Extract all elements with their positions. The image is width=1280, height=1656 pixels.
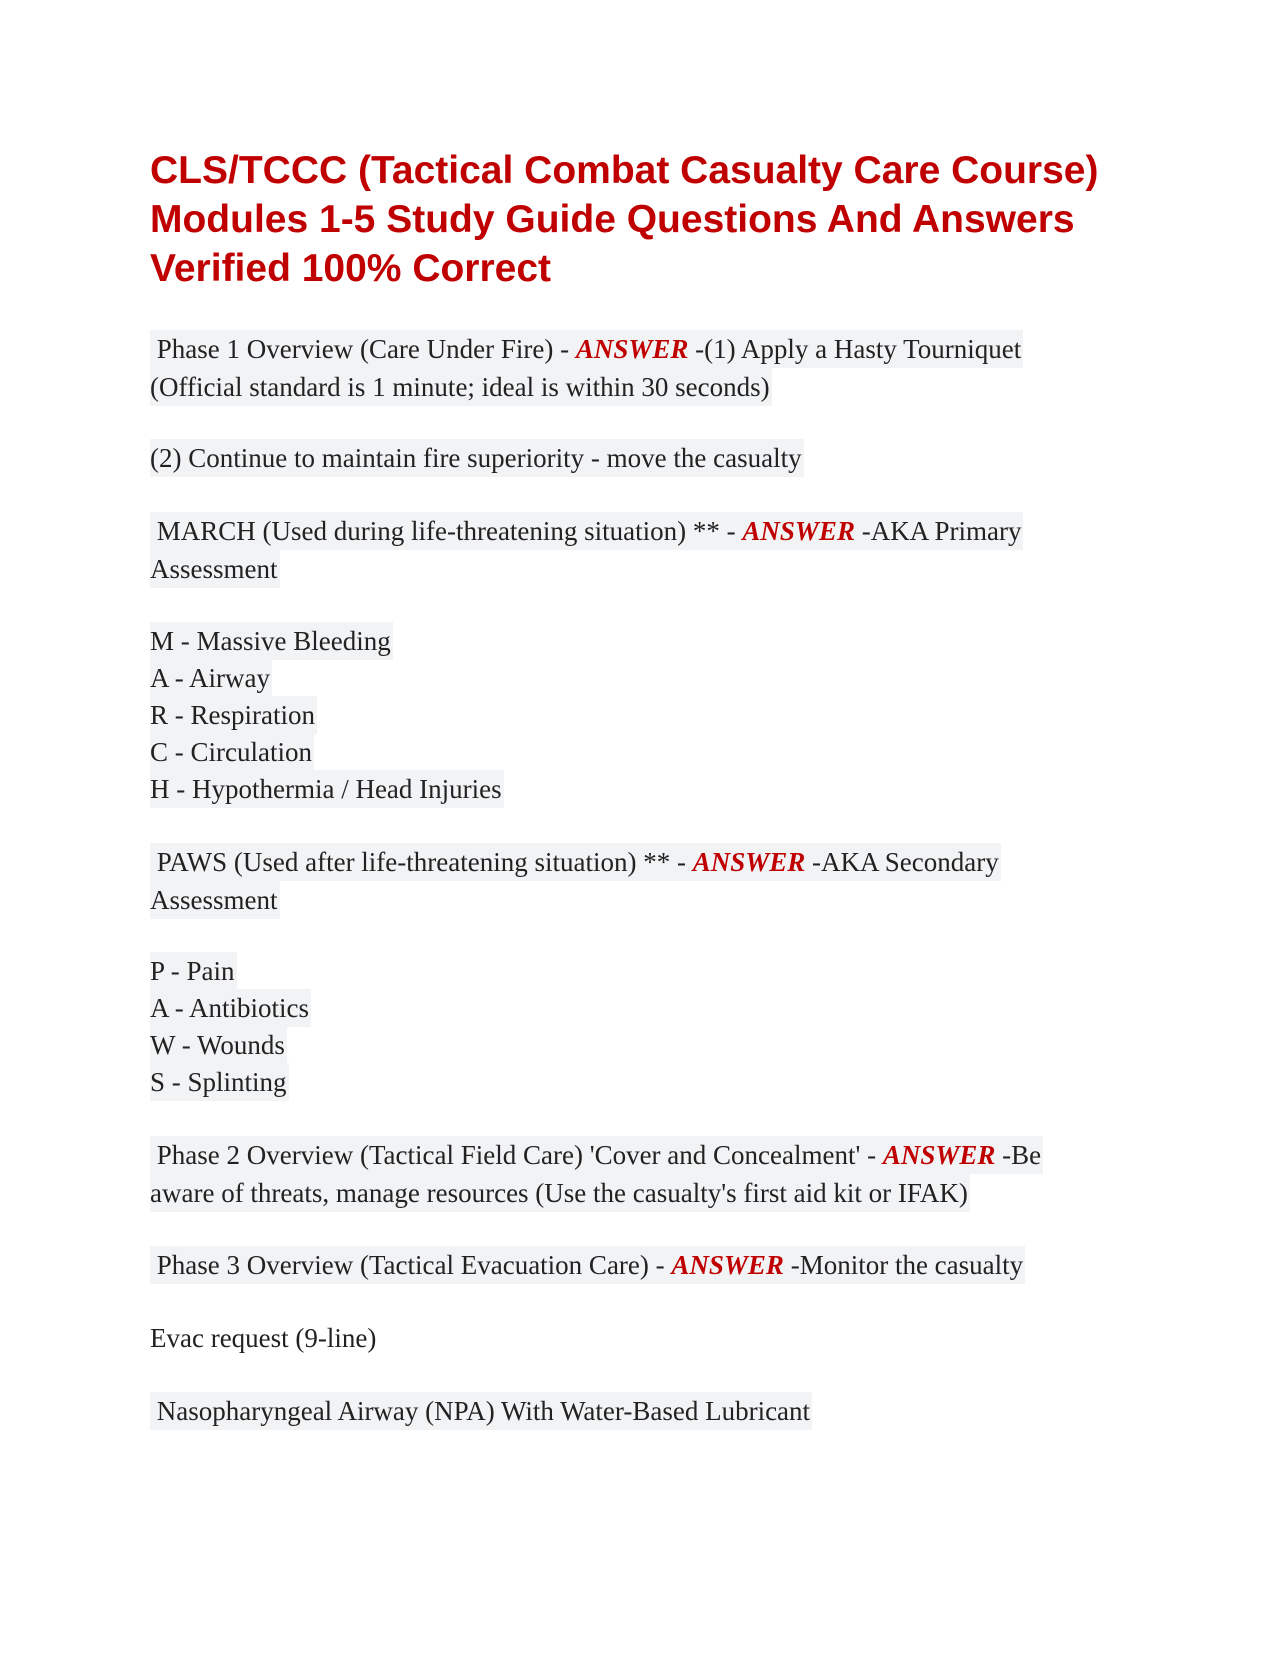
answer-label: ANSWER <box>575 334 689 364</box>
answer-text: -Be <box>995 1140 1042 1170</box>
list-item: A - Antibiotics <box>150 989 311 1027</box>
answer-text-continued: aware of threats, manage resources (Use the casualty's first aid kit or IFAK) <box>150 1174 970 1212</box>
answer-label: ANSWER <box>742 516 855 546</box>
list-item: H - Hypothermia / Head Injuries <box>150 770 504 808</box>
march-list <box>150 622 504 808</box>
question-text: MARCH (Used during life-threatening situation) ** - <box>150 516 743 546</box>
qa-phase-1 <box>150 330 1023 406</box>
qa-phase-1-extra <box>150 439 804 477</box>
qa-phase-3 <box>150 1246 1025 1284</box>
answer-text-extra: (2) Continue to maintain fire superiority - move the casualty <box>150 439 804 477</box>
document-title: CLS/TCCC (Tactical Combat Casualty Care Course) Modules 1-5 Study Guide Questions And Answers Verified 100% Correct <box>150 149 1099 290</box>
answer-text: -AKA Secondary <box>805 847 999 877</box>
answer-text: -Monitor the casualty <box>783 1250 1024 1280</box>
qa-phase-2 <box>150 1136 1043 1212</box>
answer-text-continued: Assessment <box>150 881 280 919</box>
question-text: Phase 3 Overview (Tactical Evacuation Care) - <box>150 1250 672 1280</box>
list-item: C - Circulation <box>150 733 314 771</box>
question-text: Nasopharyngeal Airway (NPA) With Water-Based Lubricant <box>150 1392 812 1430</box>
qa-phase-3-extra <box>150 1319 376 1357</box>
list-item: P - Pain <box>150 952 237 990</box>
question-text: Phase 1 Overview (Care Under Fire) - <box>150 334 576 364</box>
question-text: PAWS (Used after life-threatening situation) ** - <box>150 847 693 877</box>
answer-text-continued: Assessment <box>150 550 280 588</box>
answer-text-continued: (Official standard is 1 minute; ideal is within 30 seconds) <box>150 368 772 406</box>
list-item: R - Respiration <box>150 696 317 734</box>
question-text: Phase 2 Overview (Tactical Field Care) 'Cover and Concealment' - <box>150 1140 883 1170</box>
answer-text-extra: Evac request (9-line) <box>150 1323 377 1353</box>
list-item: M - Massive Bleeding <box>150 622 393 660</box>
answer-label: ANSWER <box>692 847 806 877</box>
qa-npa <box>150 1392 812 1430</box>
qa-paws <box>150 843 1001 919</box>
list-item: W - Wounds <box>150 1026 287 1064</box>
answer-text: -(1) Apply a Hasty Tourniquet <box>688 334 1022 364</box>
answer-label: ANSWER <box>882 1140 996 1170</box>
qa-march <box>150 512 1023 588</box>
paws-list <box>150 952 311 1101</box>
list-item: S - Splinting <box>150 1063 289 1101</box>
answer-label: ANSWER <box>671 1250 784 1280</box>
list-item: A - Airway <box>150 659 272 697</box>
answer-text: -AKA Primary <box>854 516 1022 546</box>
